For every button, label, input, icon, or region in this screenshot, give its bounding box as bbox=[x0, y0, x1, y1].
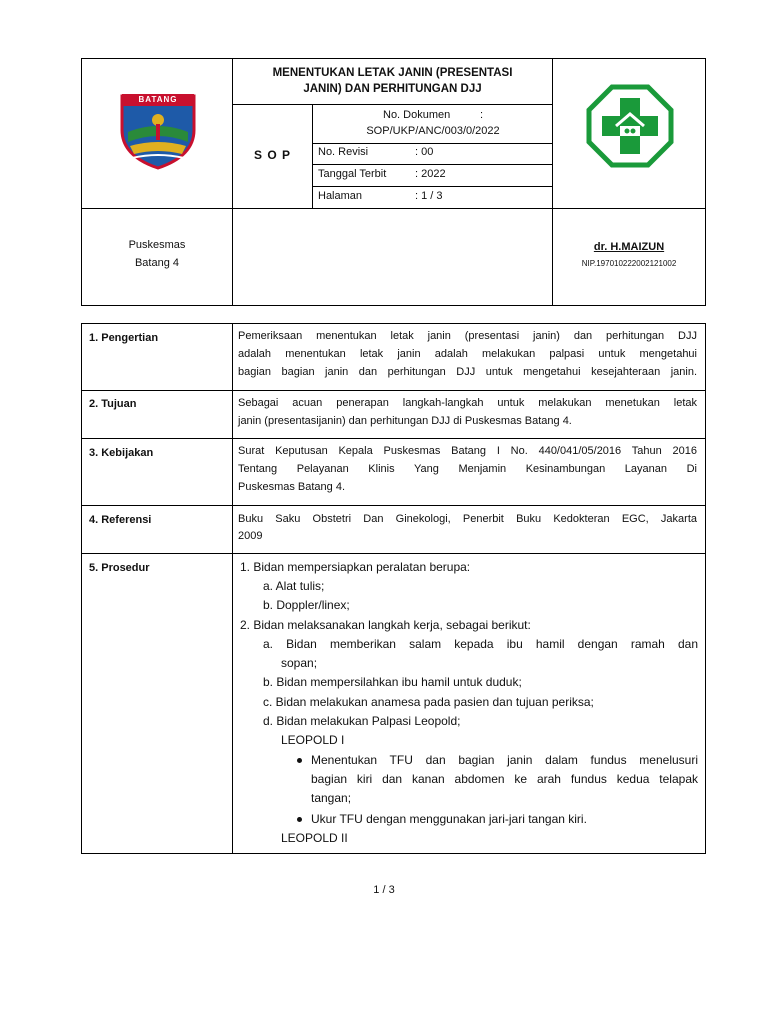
document-title-line2: JANIN) DAN PERHITUNGAN DJJ bbox=[303, 83, 482, 95]
puskesmas-name-line2: Batang 4 bbox=[134, 257, 180, 269]
prosedur-step-2d: d. Bidan melakukan Palpasi Leopold; bbox=[263, 714, 461, 728]
revisi-value: : 00 bbox=[415, 146, 434, 158]
pengertian-line-3: bagian bagian janin dan perhitungan DJJ untuk mengetahui kesejahteraan janin. bbox=[238, 366, 697, 378]
tanggal-value: : 2022 bbox=[415, 168, 446, 180]
doc-no-sep: : bbox=[480, 109, 484, 121]
section-label-pengertian: 1. Pengertian bbox=[89, 332, 159, 344]
sop-label: S O P bbox=[253, 148, 291, 162]
leopold-1-bullet-2: Ukur TFU dengan menggunakan jari-jari tangan kiri. bbox=[311, 812, 587, 826]
halaman-label: Halaman bbox=[318, 190, 363, 202]
section-label-prosedur: 5. Prosedur bbox=[89, 562, 150, 574]
pengertian-line-1: Pemeriksaan menentukan letak janin (presentasi janin) dan perhitungan DJJ bbox=[238, 330, 697, 342]
prosedur-step-2a-line2: sopan; bbox=[281, 656, 318, 670]
prosedur-step-2b: b. Bidan mempersilahkan ibu hamil untuk duduk; bbox=[263, 675, 522, 689]
pengertian-line-2: adalah menentukan letak janin adalah melakukan palpasi untuk mengetahui bbox=[238, 348, 697, 360]
kebijakan-line-1: Surat Keputusan Kepala Puskesmas Batang I No. 440/041/05/2016 Tahun 2016 bbox=[238, 445, 697, 457]
prosedur-step-1a: a. Alat tulis; bbox=[263, 579, 325, 593]
leopold-2-heading: LEOPOLD II bbox=[281, 831, 348, 845]
section-label-tujuan: 2. Tujuan bbox=[89, 398, 137, 410]
doc-no-label: No. Dokumen bbox=[383, 109, 451, 121]
leopold-1-bullet-1-line2: bagian kiri dan kanan abdomen ke arah fundus kedua telapak bbox=[311, 772, 698, 786]
document-title-line1: MENENTUKAN LETAK JANIN (PRESENTASI bbox=[272, 67, 513, 79]
prosedur-step-1b: b. Doppler/linex; bbox=[263, 598, 350, 612]
bullet-icon bbox=[297, 817, 302, 822]
leopold-1-heading: LEOPOLD I bbox=[281, 733, 345, 747]
revisi-label: No. Revisi bbox=[318, 146, 369, 158]
signer-nip: NIP.197010222002121002 bbox=[581, 259, 677, 268]
signer-name: dr. H.MAIZUN bbox=[593, 241, 665, 253]
halaman-value: : 1 / 3 bbox=[415, 190, 443, 202]
prosedur-step-1: 1. Bidan mempersiapkan peralatan berupa: bbox=[240, 560, 471, 574]
tujuan-line-1: Sebagai acuan penerapan langkah-langkah untuk melakukan menetukan letak bbox=[238, 397, 697, 409]
kebijakan-line-3: Puskesmas Batang 4. bbox=[238, 481, 346, 493]
tujuan-line-2: janin (presentasijanin) dan perhitungan DJJ di Puskesmas Batang 4. bbox=[238, 415, 572, 427]
leopold-1-bullet-1-line1: Menentukan TFU dan bagian janin dalam fundus menelusuri bbox=[311, 753, 698, 767]
prosedur-step-2a-line1: a. Bidan memberikan salam kepada ibu hamil dengan ramah dan bbox=[263, 637, 698, 651]
bullet-icon bbox=[297, 758, 302, 763]
prosedur-step-2c: c. Bidan melakukan anamesa pada pasien dan tujuan periksa; bbox=[263, 695, 594, 709]
doc-no-value: SOP/UKP/ANC/003/0/2022 bbox=[366, 125, 500, 137]
logo-text-batang: BATANG bbox=[138, 95, 178, 104]
section-label-referensi: 4. Referensi bbox=[89, 514, 152, 526]
referensi-line-2: 2009 bbox=[238, 530, 263, 542]
page-number: 1 / 3 bbox=[373, 884, 395, 896]
kebijakan-line-2: Tentang Pelayanan Klinis Yang Menjamin Kesinambungan Layanan Di bbox=[238, 463, 697, 475]
tanggal-label: Tanggal Terbit bbox=[318, 168, 387, 180]
referensi-line-1: Buku Saku Obstetri Dan Ginekologi, Penerbit Buku Kedokteran EGC, Jakarta bbox=[238, 513, 697, 525]
puskesmas-name-line1: Puskesmas bbox=[128, 239, 186, 251]
leopold-1-bullet-1-line3: tangan; bbox=[311, 791, 352, 805]
prosedur-step-2: 2. Bidan melaksanakan langkah kerja, sebagai berikut: bbox=[240, 618, 531, 632]
section-label-kebijakan: 3. Kebijakan bbox=[89, 447, 154, 459]
